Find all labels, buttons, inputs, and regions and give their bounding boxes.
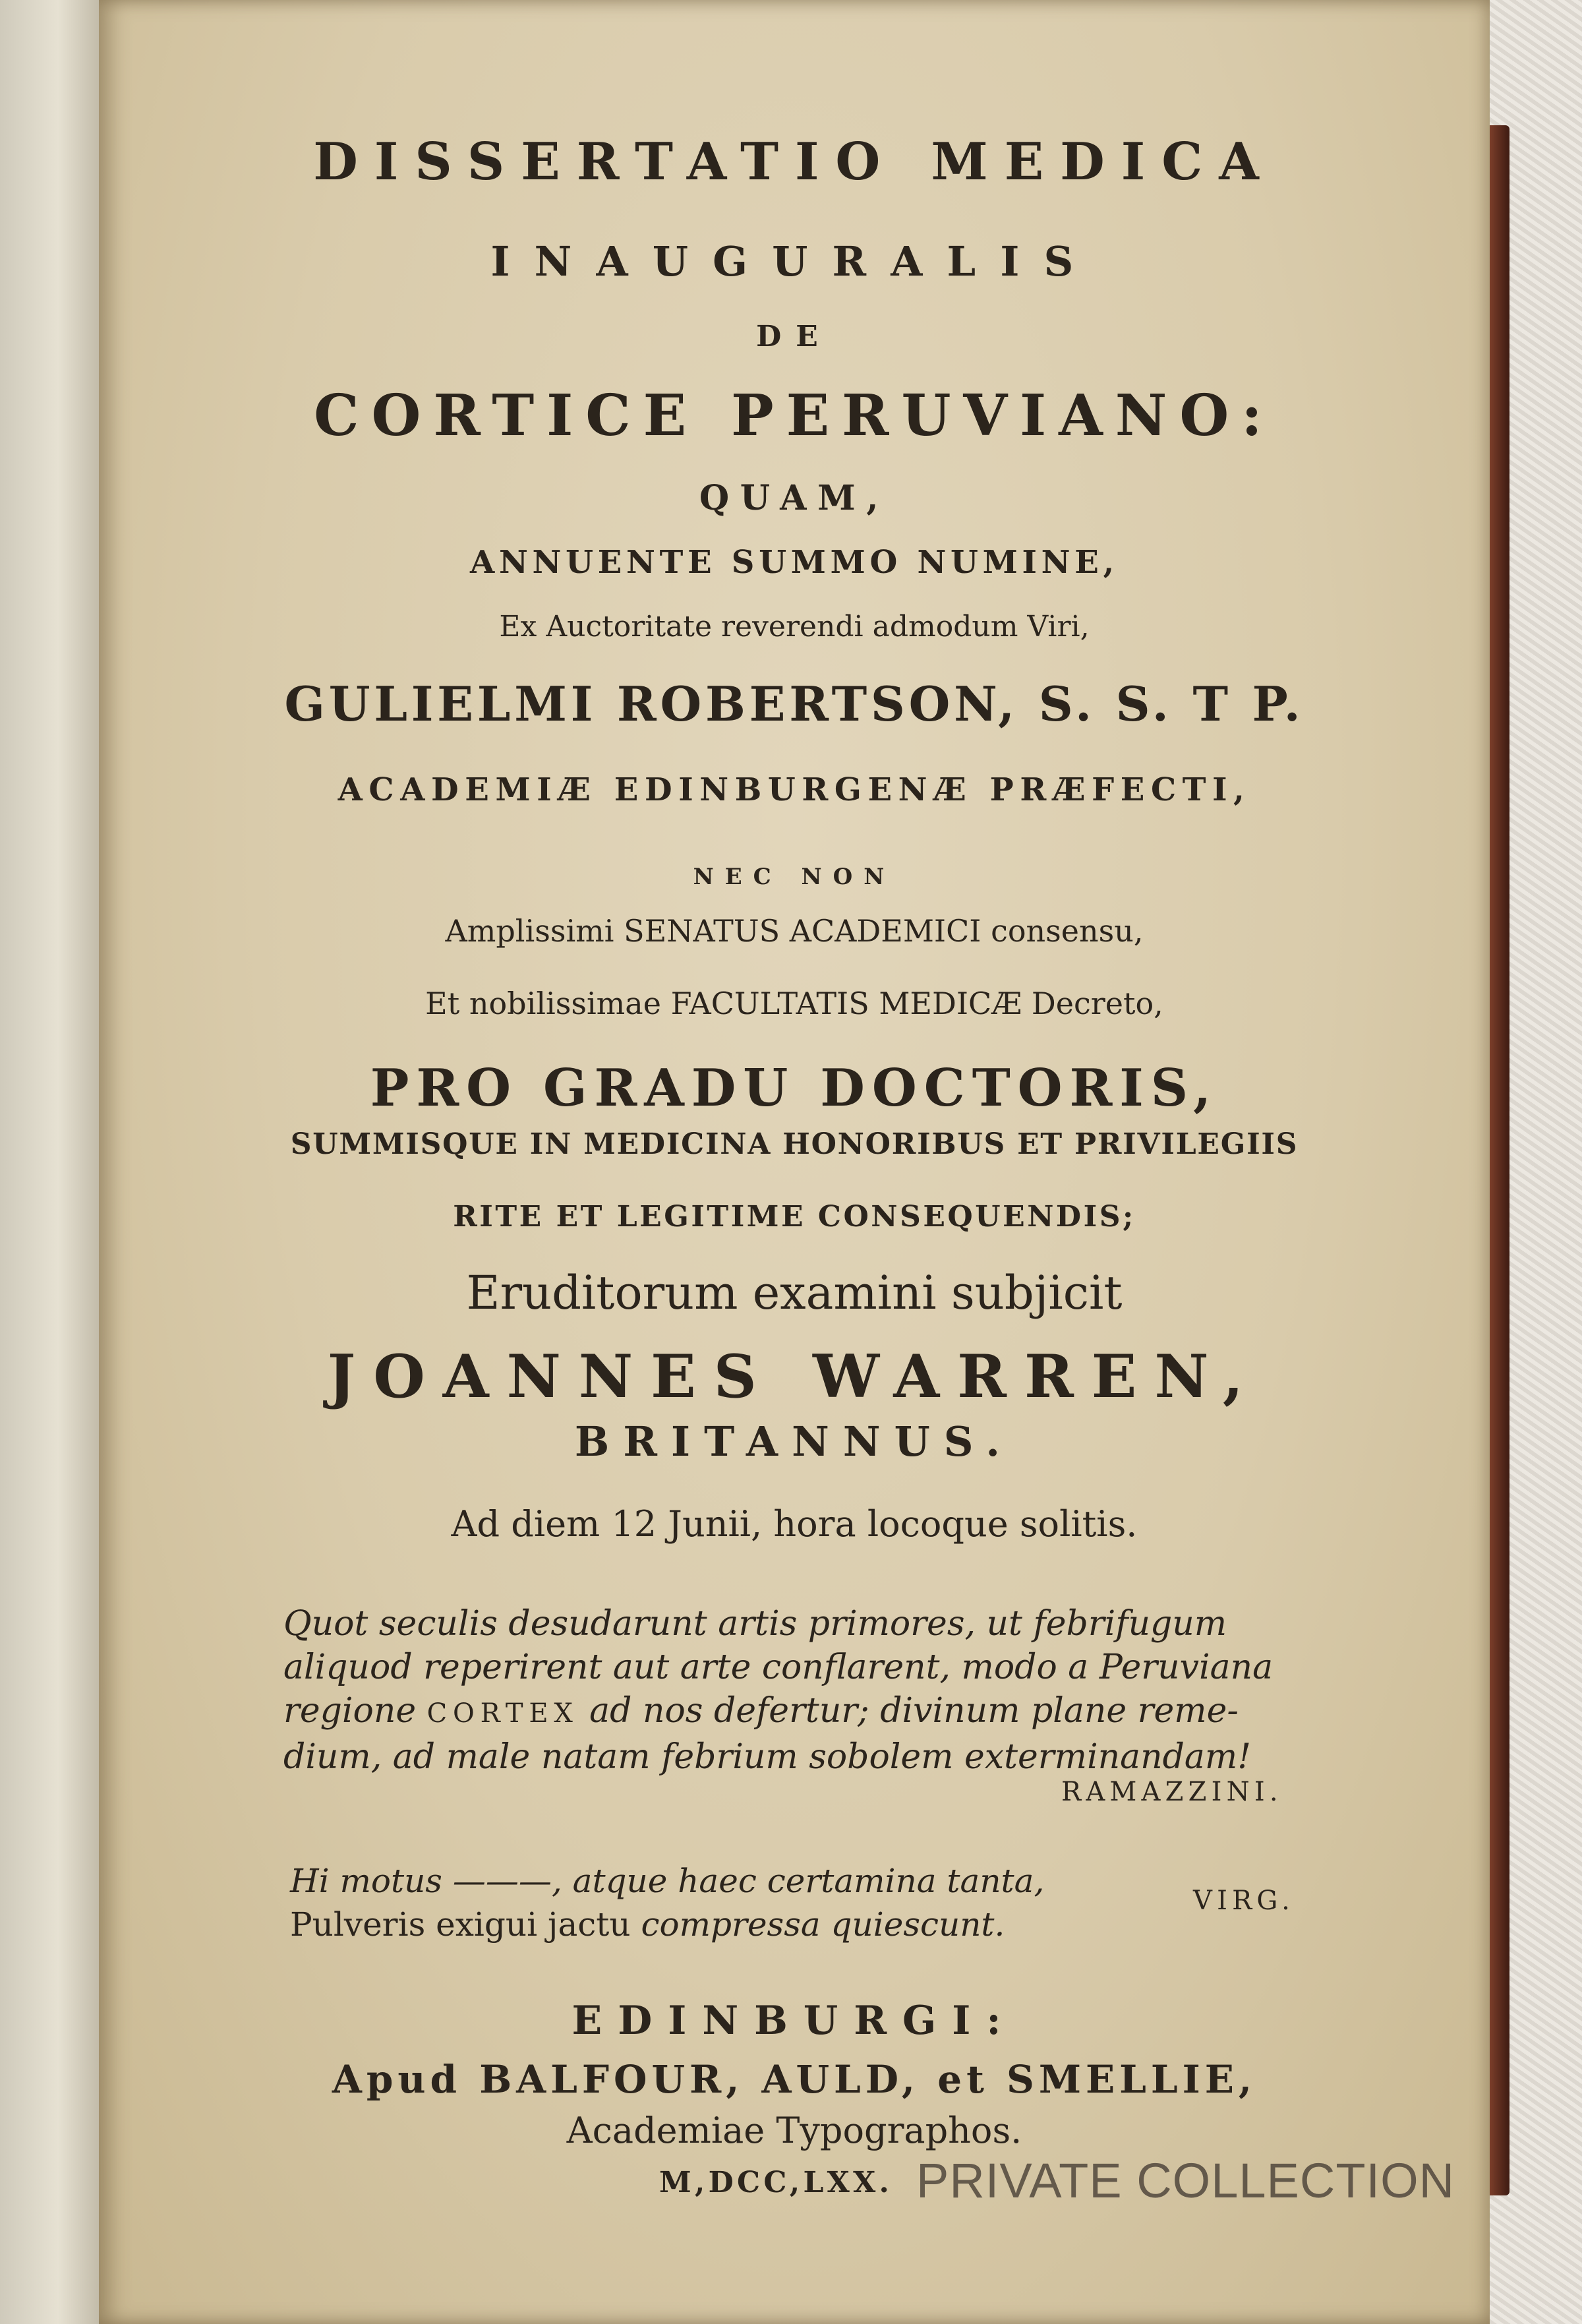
ramazzini-quote: [283, 1602, 1273, 1779]
quote2-line-2: [290, 1903, 1044, 1946]
title-line-17: JOANNES WARREN,: [327, 1342, 1262, 1412]
title-line-9: ACADEMIÆ EDINBURGENÆ PRÆFECTI,: [337, 771, 1251, 808]
imprint-city: EDINBURGI:: [571, 1998, 1017, 2044]
imprint-printers: Apud BALFOUR, AULD, et SMELLIE,: [332, 2057, 1257, 2102]
title-line-15: RITE ET LEGITIME CONSEQUENDIS;: [453, 1200, 1136, 1234]
title-line-7: Ex Auctoritate reverendi admodum Viri,: [499, 610, 1090, 643]
quote1-line-1: Quot seculis desudarunt artis primores, ut febrifugum: [283, 1604, 1227, 1644]
quote1-line-4: dium, ad male natam febrium sobolem exterminandam!: [283, 1737, 1252, 1777]
quote1-line-3: [283, 1689, 1273, 1735]
title-line-13: PRO GRADU DOCTORIS,: [370, 1058, 1219, 1118]
title-line-6: ANNUENTE SUMMO NUMINE,: [470, 544, 1119, 581]
title-page: [99, 0, 1490, 2324]
title-line-2: INAUGURALIS: [490, 237, 1098, 285]
title-line-5: QUAM,: [699, 478, 890, 518]
title-line-14: SUMMISQUE IN MEDICINA HONORIBUS ET PRIVILEGIIS: [290, 1127, 1299, 1161]
quote2-line-2a: Pulveris exigui jactu: [290, 1905, 631, 1944]
quote2-line-2b: compressa quiescunt.: [641, 1905, 1005, 1944]
title-line-12: Et nobilissimae FACULTATIS MEDICÆ Decreto,: [425, 986, 1163, 1021]
quote2-line-1: Hi motus ———, atque haec certamina tanta,: [290, 1862, 1045, 1900]
title-line-18: BRITANNUS.: [574, 1417, 1014, 1466]
imprint-role: Academiae Typographos.: [566, 2110, 1022, 2151]
title-line-16: Eruditorum examini subjicit: [466, 1266, 1123, 1320]
virgil-quote: [290, 1859, 1044, 1946]
quote2-attribution: VIRG.: [1193, 1886, 1295, 1916]
facing-page: [0, 0, 105, 2324]
quote1-line-2: aliquod reperirent aut arte conflarent, modo a Peruviana: [283, 1648, 1274, 1687]
watermark: PRIVATE COLLECTION: [916, 2153, 1455, 2208]
title-line-19: Ad diem 12 Junii, hora locoque solitis.: [451, 1503, 1138, 1545]
quote1-line-3b: CORTEX: [426, 1698, 579, 1729]
quote1-line-3a: regione: [283, 1691, 417, 1731]
title-line-3: DE: [756, 320, 833, 353]
quote1-attribution: RAMAZZINI.: [1061, 1777, 1283, 1807]
title-line-1: DISSERTATIO MEDICA: [313, 132, 1275, 192]
title-line-11: Amplissimi SENATUS ACADEMICI consensu,: [445, 913, 1144, 949]
quote1-line-3c: ad nos defertur; divinum plane reme-: [589, 1691, 1239, 1731]
title-line-10: NEC NON: [693, 864, 896, 890]
title-line-8: GULIELMI ROBERTSON, S. S. T P.: [284, 676, 1304, 732]
title-line-4: CORTICE PERUVIANO:: [314, 382, 1275, 449]
imprint-year: M,DCC,LXX.: [659, 2166, 893, 2199]
